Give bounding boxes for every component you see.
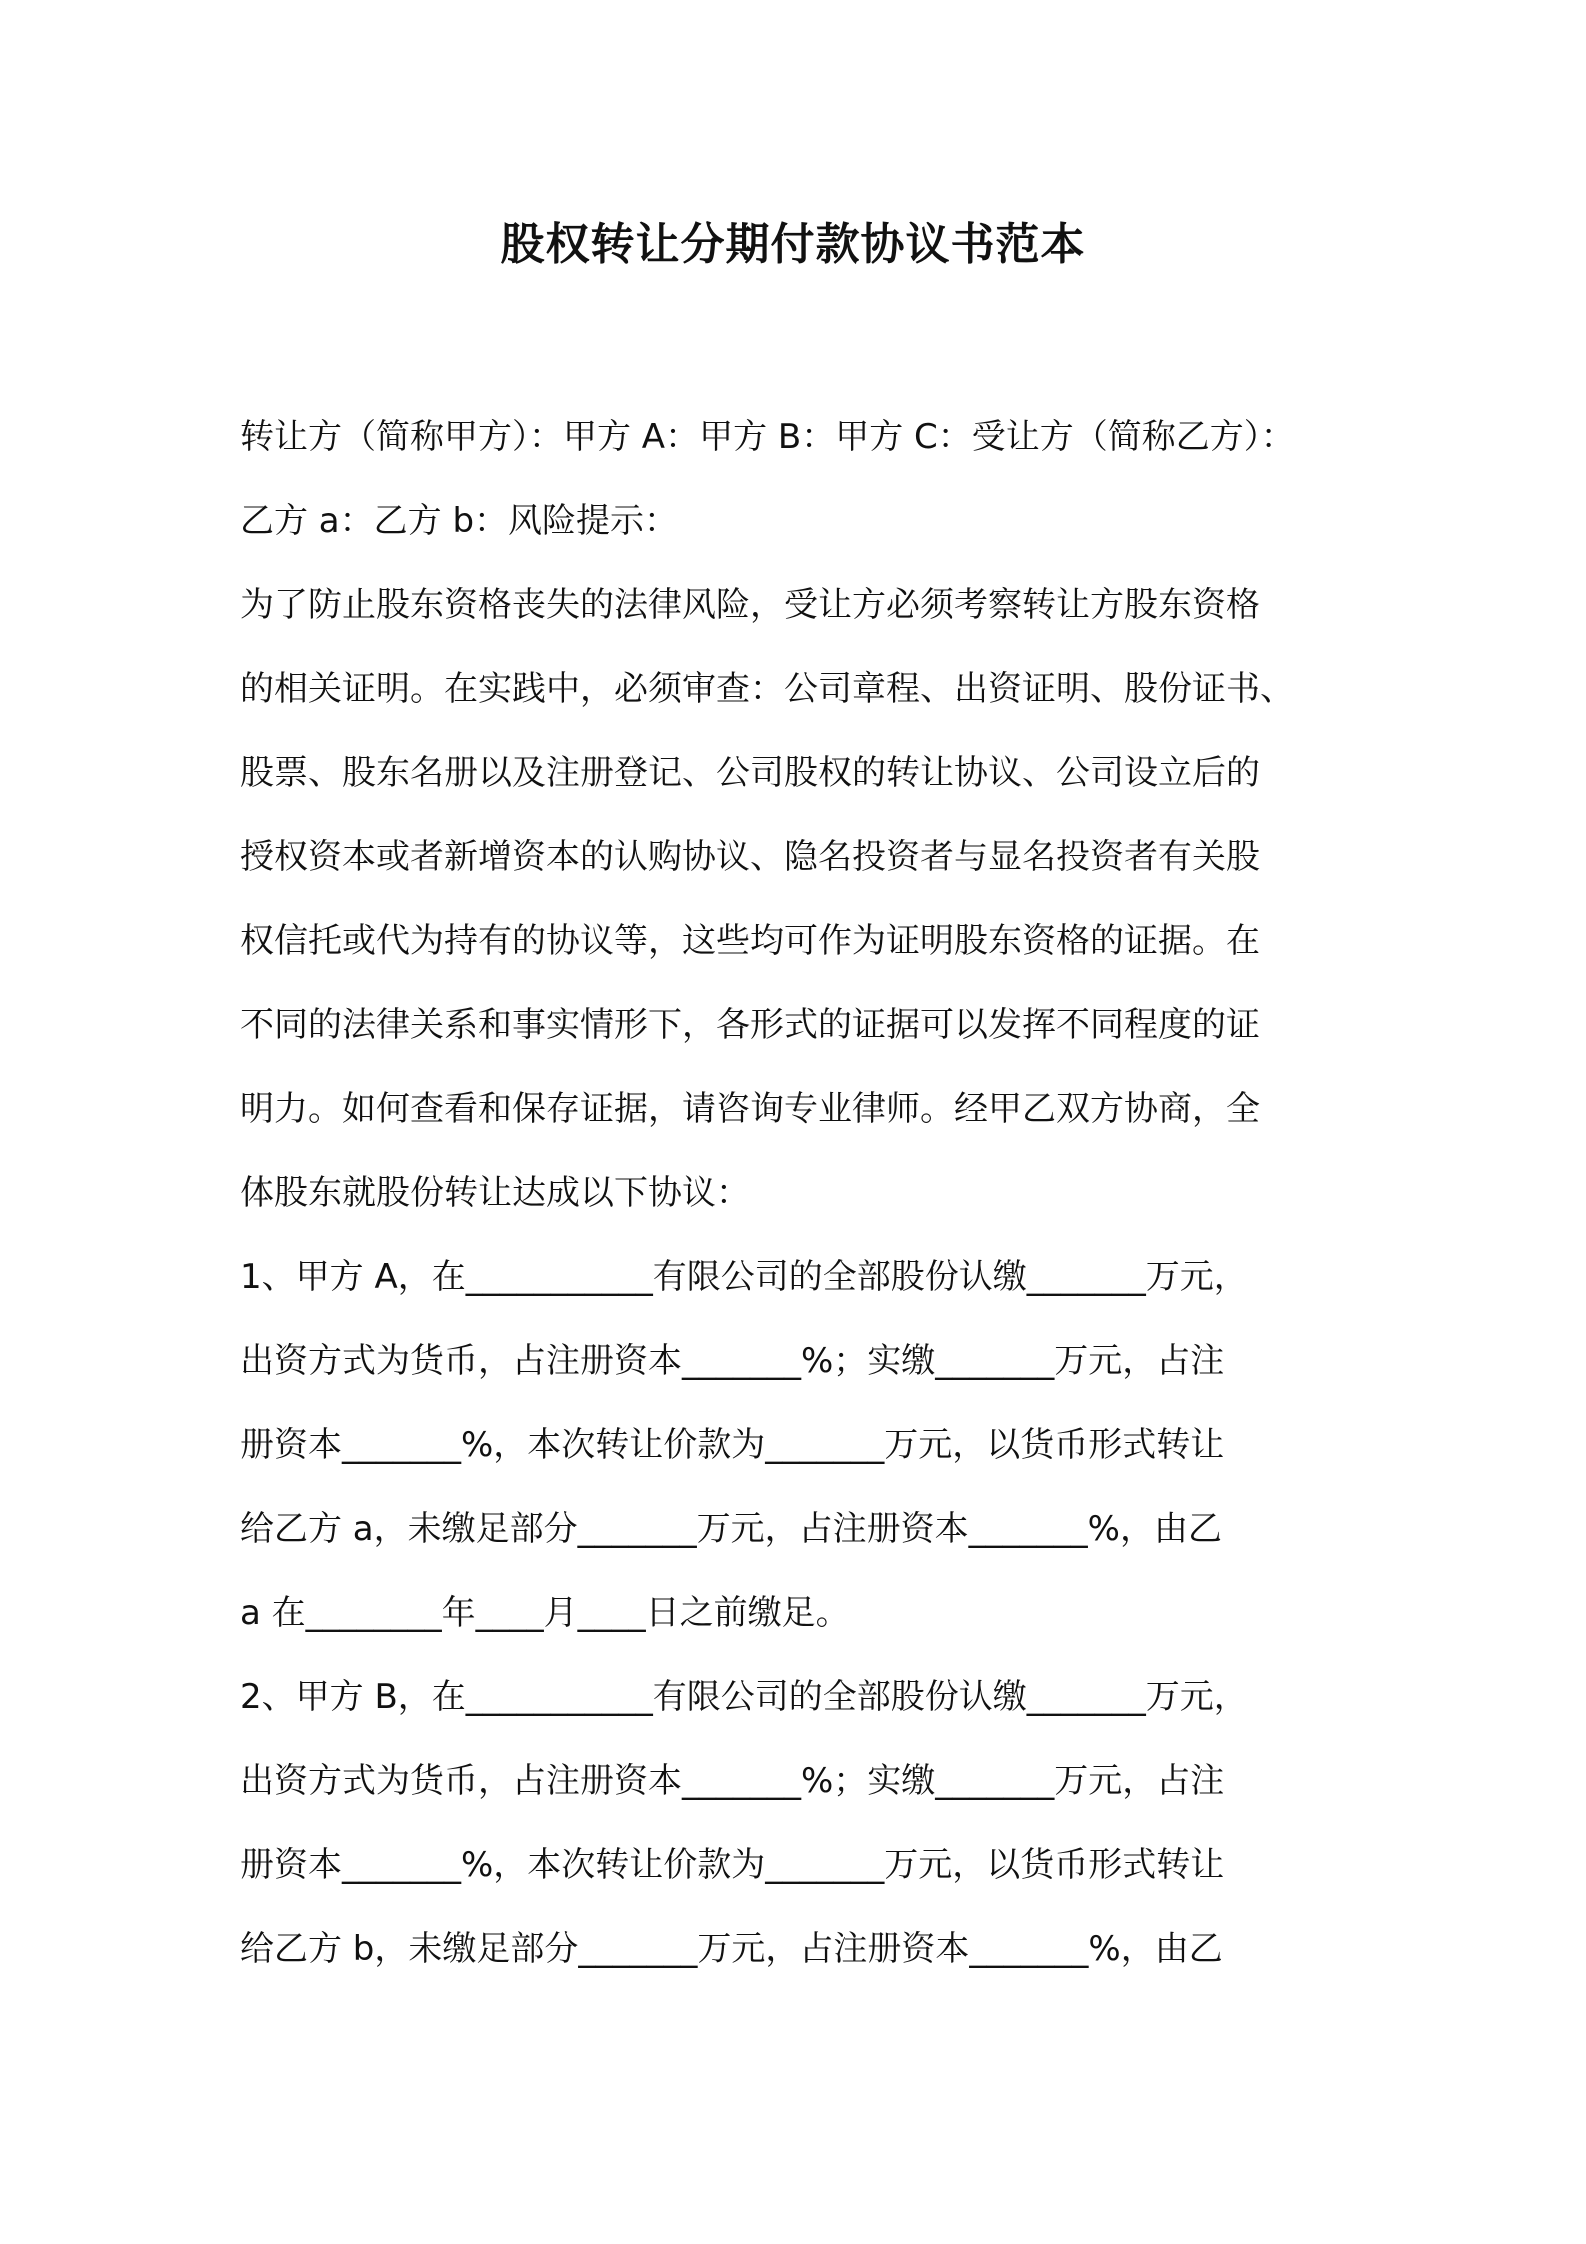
text-line-19: 给乙方 b，未缴足部分_______万元，占注册资本_______%，由乙: [240, 1929, 1223, 1969]
text-line-17: 出资方式为货币，占注册资本_______%；实缴_______万元，占注: [240, 1761, 1225, 1801]
text-line-2: 乙方 a：乙方 b：风险提示：: [240, 501, 679, 541]
text-line-13: 册资本_______%，本次转让价款为_______万元，以货币形式转让: [240, 1425, 1225, 1465]
text-line-12: 出资方式为货币，占注册资本_______%；实缴_______万元，占注: [240, 1341, 1225, 1381]
text-line-1: 转让方（简称甲方）：甲方 A：甲方 B：甲方 C：受让方（简称乙方）：: [240, 417, 1295, 457]
text-line-7: 权信托或代为持有的协议等，这些均可作为证明股东资格的证据。在: [240, 921, 1260, 961]
text-line-10: 体股东就股份转让达成以下协议：: [240, 1173, 750, 1213]
text-line-4: 的相关证明。在实践中，必须审查：公司章程、出资证明、股份证书、: [240, 669, 1294, 709]
text-line-9: 明力。如何查看和保存证据，请咨询专业律师。经甲乙双方协商，全: [240, 1089, 1260, 1129]
text-line-11: 1、甲方 A，在___________有限公司的全部股份认缴_______万元，: [240, 1257, 1248, 1297]
text-line-3: 为了防止股东资格丧失的法律风险，受让方必须考察转让方股东资格: [240, 585, 1260, 625]
text-line-18: 册资本_______%，本次转让价款为_______万元，以货币形式转让: [240, 1845, 1225, 1885]
text-line-8: 不同的法律关系和事实情形下，各形式的证据可以发挥不同程度的证: [240, 1005, 1260, 1045]
text-line-6: 授权资本或者新增资本的认购协议、隐名投资者与显名投资者有关股: [240, 837, 1260, 877]
document-title: 股权转让分期付款协议书范本: [500, 219, 1086, 270]
text-line-15: a 在________年____月____日之前缴足。: [240, 1593, 850, 1633]
text-line-16: 2、甲方 B，在___________有限公司的全部股份认缴_______万元，: [240, 1677, 1248, 1717]
text-line-5: 股票、股东名册以及注册登记、公司股权的转让协议、公司设立后的: [240, 753, 1260, 793]
text-line-14: 给乙方 a，未缴足部分_______万元，占注册资本_______%，由乙: [240, 1509, 1222, 1549]
